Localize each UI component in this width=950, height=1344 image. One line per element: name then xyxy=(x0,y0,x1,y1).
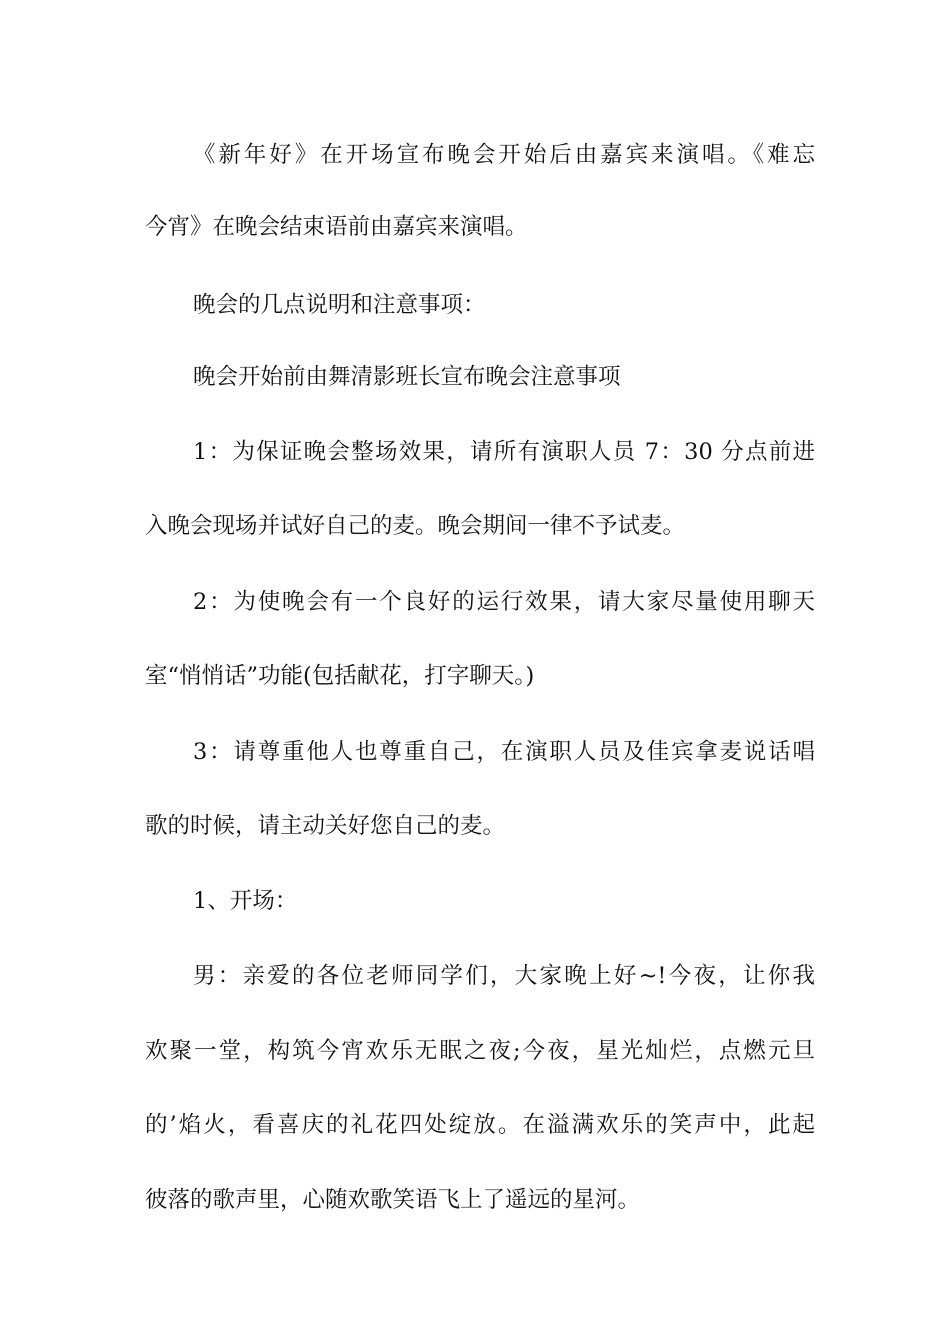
note-item-1-line-2: 入晚会现场并试好自己的麦。晚会期间一律不予试麦。 xyxy=(145,513,686,539)
section-heading-opening: 1、开场： xyxy=(193,888,298,914)
note-item-3-line-1: 3：请尊重他人也尊重自己，在演职人员及佳宾拿麦说话唱 xyxy=(193,739,815,765)
paragraph-line-4: 晚会开始前由舞清影班长宣布晚会注意事项 xyxy=(193,364,621,390)
note-item-2-line-1: 2：为使晚会有一个良好的运行效果，请大家尽量使用聊天 xyxy=(193,589,815,615)
paragraph-line-1: 《新年好》在开场宣布晚会开始后由嘉宾来演唱。《难忘 xyxy=(193,142,815,168)
paragraph-line-2: 今宵》在晚会结束语前由嘉宾来演唱。 xyxy=(145,214,528,240)
opening-speech-line-2: 欢聚一堂，构筑今宵欢乐无眠之夜;今夜，星光灿烂，点燃元旦 xyxy=(145,1038,815,1064)
note-item-3-line-2: 歌的时候，请主动关好您自己的麦。 xyxy=(145,813,506,839)
opening-speech-line-3: 的’焰火，看喜庆的礼花四处绽放。在溢满欢乐的笑声中，此起 xyxy=(145,1112,815,1138)
note-item-1-line-1: 1：为保证晚会整场效果，请所有演职人员 7：30 分点前进 xyxy=(193,439,815,465)
section-heading-notes: 晚会的几点说明和注意事项： xyxy=(193,292,486,318)
opening-speech-line-1: 男：亲爱的各位老师同学们，大家晚上好~!今夜，让你我 xyxy=(193,963,815,989)
opening-speech-line-4: 彼落的歌声里，心随欢歌笑语飞上了遥远的星河。 xyxy=(145,1187,641,1213)
note-item-2-line-2: 室“悄悄话”功能(包括献花，打字聊天。) xyxy=(145,663,535,689)
